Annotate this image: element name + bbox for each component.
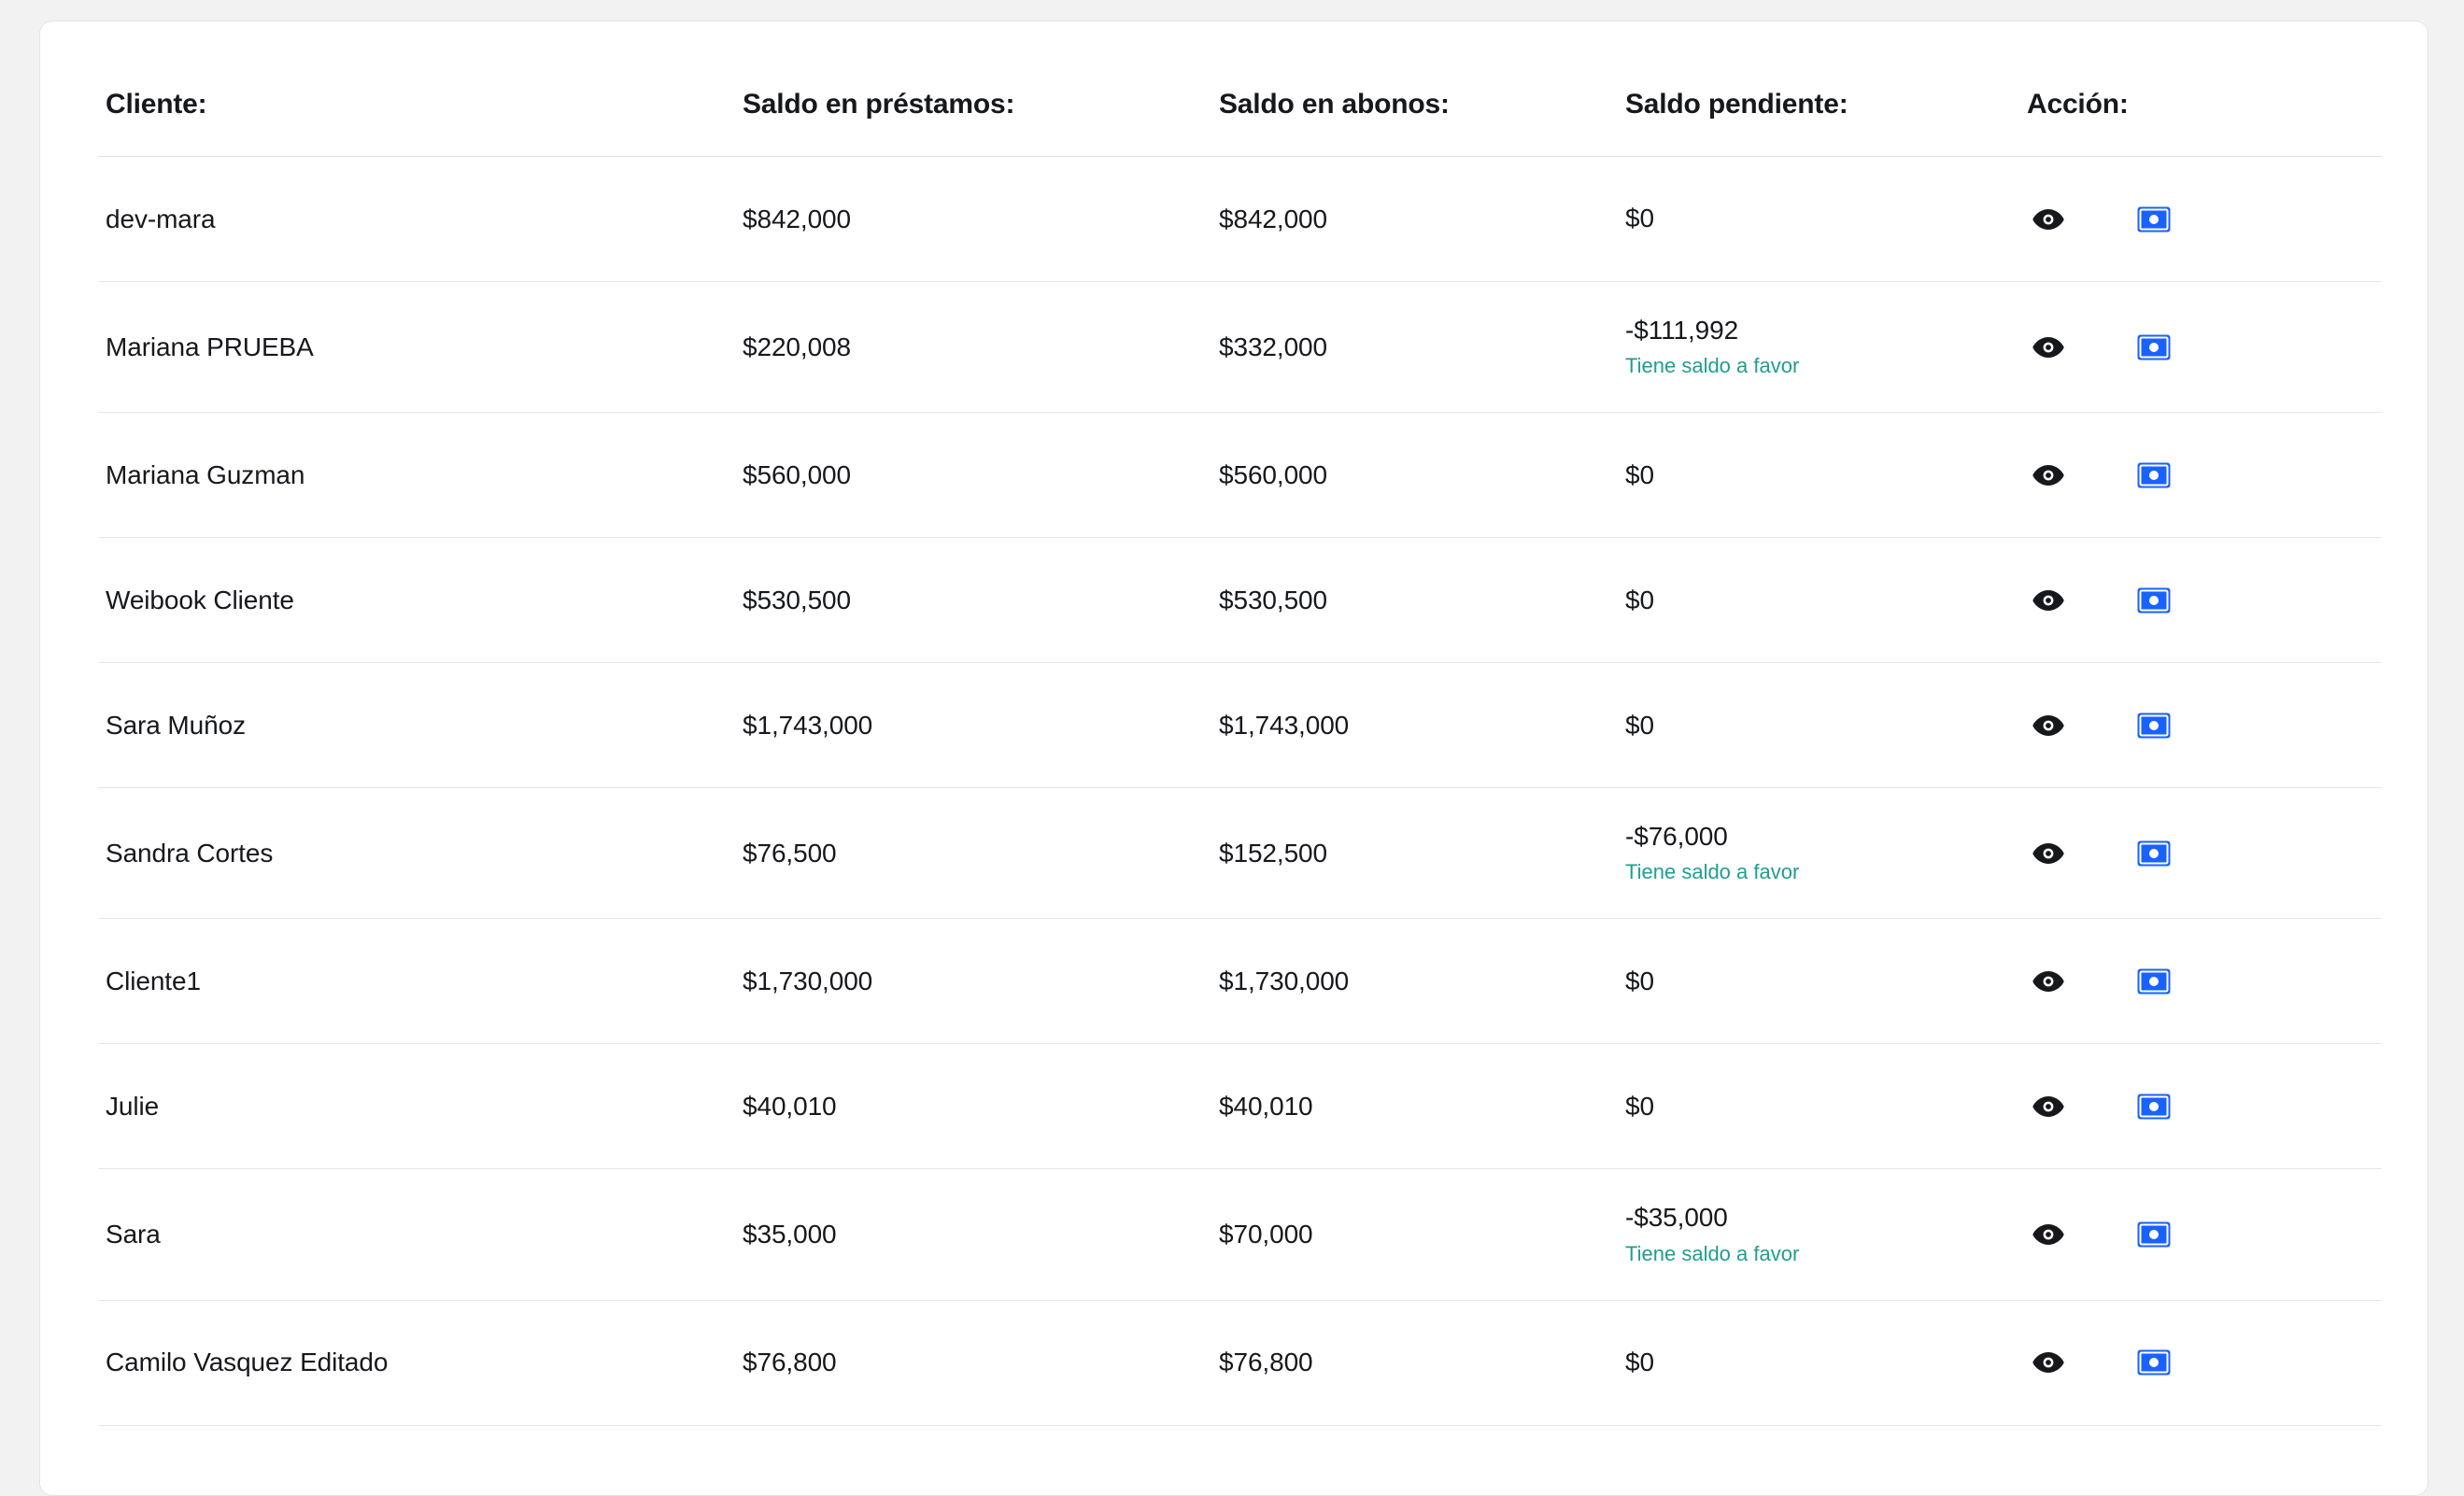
money-icon <box>2137 206 2171 233</box>
register-payment-button[interactable] <box>2137 587 2171 614</box>
cell-saldo-abonos: $332,000 <box>1219 282 1625 413</box>
money-icon <box>2137 840 2171 867</box>
cell-saldo-prestamos: $1,743,000 <box>743 663 1219 788</box>
money-icon <box>2137 1349 2171 1376</box>
row-actions <box>2027 334 2382 360</box>
table-row <box>98 663 2382 788</box>
cell-saldo-prestamos: $1,730,000 <box>743 919 1219 1044</box>
view-details-button[interactable] <box>2032 842 2064 865</box>
column-header-pendiente: Saldo pendiente: <box>1625 21 2027 157</box>
money-icon <box>2137 1094 2171 1120</box>
cell-saldo-abonos: $1,730,000 <box>1219 919 1625 1044</box>
pending-note: Tiene saldo a favor <box>1625 860 1800 884</box>
table-row <box>98 1300 2382 1425</box>
table-row <box>98 919 2382 1044</box>
row-actions <box>2027 1349 2382 1376</box>
row-actions <box>2027 713 2382 739</box>
eye-icon <box>2032 208 2064 231</box>
cell-cliente: Julie <box>98 1044 743 1169</box>
cell-cliente: Sara Muñoz <box>98 663 743 788</box>
cell-saldo-prestamos: $35,000 <box>743 1169 1219 1300</box>
view-details-button[interactable] <box>2032 970 2064 993</box>
table-row <box>98 413 2382 538</box>
pending-note: Tiene saldo a favor <box>1625 354 1800 378</box>
eye-icon <box>2032 970 2064 993</box>
cell-saldo-pendiente <box>1625 157 2027 282</box>
cell-saldo-prestamos: $220,008 <box>743 282 1219 413</box>
cell-saldo-abonos: $152,500 <box>1219 788 1625 919</box>
cell-saldo-prestamos: $842,000 <box>743 157 1219 282</box>
view-details-button[interactable] <box>2032 1223 2064 1246</box>
cell-saldo-prestamos: $560,000 <box>743 413 1219 538</box>
cell-saldo-pendiente <box>1625 1044 2027 1169</box>
cell-cliente: Mariana Guzman <box>98 413 743 538</box>
cell-acciones <box>2027 1044 2382 1169</box>
view-details-button[interactable] <box>2032 1095 2064 1118</box>
cell-acciones <box>2027 538 2382 663</box>
view-details-button[interactable] <box>2032 589 2064 612</box>
cell-acciones <box>2027 157 2382 282</box>
row-actions <box>2027 462 2382 488</box>
table-row <box>98 282 2382 413</box>
money-icon <box>2137 1221 2171 1248</box>
eye-icon <box>2032 1095 2064 1118</box>
money-icon <box>2137 713 2171 739</box>
view-details-button[interactable] <box>2032 336 2064 359</box>
cell-saldo-pendiente <box>1625 413 2027 538</box>
cell-saldo-abonos: $530,500 <box>1219 538 1625 663</box>
cell-saldo-prestamos: $530,500 <box>743 538 1219 663</box>
table-row <box>98 1169 2382 1300</box>
register-payment-button[interactable] <box>2137 713 2171 739</box>
cell-saldo-prestamos: $40,010 <box>743 1044 1219 1169</box>
cell-acciones <box>2027 1169 2382 1300</box>
view-details-button[interactable] <box>2032 1351 2064 1374</box>
view-details-button[interactable] <box>2032 714 2064 737</box>
cell-saldo-abonos: $842,000 <box>1219 157 1625 282</box>
row-actions <box>2027 1221 2382 1248</box>
cell-saldo-abonos: $70,000 <box>1219 1169 1625 1300</box>
pending-amount: $0 <box>1625 1347 1654 1376</box>
eye-icon <box>2032 1223 2064 1246</box>
cell-acciones <box>2027 663 2382 788</box>
pending-amount: $0 <box>1625 204 1654 233</box>
cell-cliente: Sara <box>98 1169 743 1300</box>
cell-cliente: Weibook Cliente <box>98 538 743 663</box>
cell-cliente: Sandra Cortes <box>98 788 743 919</box>
view-details-button[interactable] <box>2032 208 2064 231</box>
cell-saldo-abonos: $40,010 <box>1219 1044 1625 1169</box>
clients-balance-table <box>98 21 2382 1426</box>
cell-saldo-pendiente <box>1625 282 2027 413</box>
cell-saldo-pendiente <box>1625 1300 2027 1425</box>
eye-icon <box>2032 589 2064 612</box>
table-row <box>98 538 2382 663</box>
cell-acciones <box>2027 788 2382 919</box>
cell-saldo-pendiente <box>1625 663 2027 788</box>
money-icon <box>2137 334 2171 360</box>
eye-icon <box>2032 464 2064 487</box>
cell-cliente: Camilo Vasquez Editado <box>98 1300 743 1425</box>
pending-amount: -$35,000 <box>1625 1203 1728 1233</box>
pending-amount: -$76,000 <box>1625 822 1728 852</box>
cell-cliente: Mariana PRUEBA <box>98 282 743 413</box>
register-payment-button[interactable] <box>2137 840 2171 867</box>
row-actions <box>2027 587 2382 614</box>
row-actions <box>2027 206 2382 233</box>
view-details-button[interactable] <box>2032 464 2064 487</box>
cell-saldo-pendiente <box>1625 788 2027 919</box>
table-row <box>98 1044 2382 1169</box>
cell-acciones <box>2027 282 2382 413</box>
cell-acciones <box>2027 413 2382 538</box>
cell-acciones <box>2027 1300 2382 1425</box>
column-header-prestamos: Saldo en préstamos: <box>743 21 1219 157</box>
cell-saldo-prestamos: $76,800 <box>743 1300 1219 1425</box>
cell-saldo-abonos: $560,000 <box>1219 413 1625 538</box>
register-payment-button[interactable] <box>2137 206 2171 233</box>
cell-cliente: dev-mara <box>98 157 743 282</box>
cell-cliente: Cliente1 <box>98 919 743 1044</box>
register-payment-button[interactable] <box>2137 334 2171 360</box>
row-actions <box>2027 1094 2382 1120</box>
pending-amount: $0 <box>1625 459 1654 489</box>
pending-amount: $0 <box>1625 966 1654 995</box>
cell-acciones <box>2027 919 2382 1044</box>
table-body <box>98 157 2382 1426</box>
register-payment-button[interactable] <box>2137 1094 2171 1120</box>
clients-balance-card <box>39 21 2429 1496</box>
cell-saldo-abonos: $76,800 <box>1219 1300 1625 1425</box>
cell-saldo-abonos: $1,743,000 <box>1219 663 1625 788</box>
column-header-accion: Acción: <box>2027 21 2382 157</box>
register-payment-button[interactable] <box>2137 1349 2171 1376</box>
pending-amount: $0 <box>1625 710 1654 740</box>
register-payment-button[interactable] <box>2137 968 2171 995</box>
money-icon <box>2137 462 2171 488</box>
eye-icon <box>2032 842 2064 865</box>
eye-icon <box>2032 1351 2064 1374</box>
cell-saldo-pendiente <box>1625 1169 2027 1300</box>
table-row <box>98 788 2382 919</box>
pending-amount: $0 <box>1625 1091 1654 1121</box>
register-payment-button[interactable] <box>2137 462 2171 488</box>
table-row <box>98 157 2382 282</box>
column-header-abonos: Saldo en abonos: <box>1219 21 1625 157</box>
pending-note: Tiene saldo a favor <box>1625 1241 1800 1265</box>
column-header-cliente: Cliente: <box>98 21 743 157</box>
row-actions <box>2027 840 2382 867</box>
cell-saldo-pendiente <box>1625 919 2027 1044</box>
table-header-row <box>98 21 2382 157</box>
cell-saldo-pendiente <box>1625 538 2027 663</box>
table-header <box>98 21 2382 157</box>
register-payment-button[interactable] <box>2137 1221 2171 1248</box>
cell-saldo-prestamos: $76,500 <box>743 788 1219 919</box>
eye-icon <box>2032 714 2064 737</box>
money-icon <box>2137 968 2171 995</box>
eye-icon <box>2032 336 2064 359</box>
pending-amount: $0 <box>1625 585 1654 614</box>
money-icon <box>2137 587 2171 614</box>
row-actions <box>2027 968 2382 995</box>
pending-amount: -$111,992 <box>1625 316 1739 345</box>
